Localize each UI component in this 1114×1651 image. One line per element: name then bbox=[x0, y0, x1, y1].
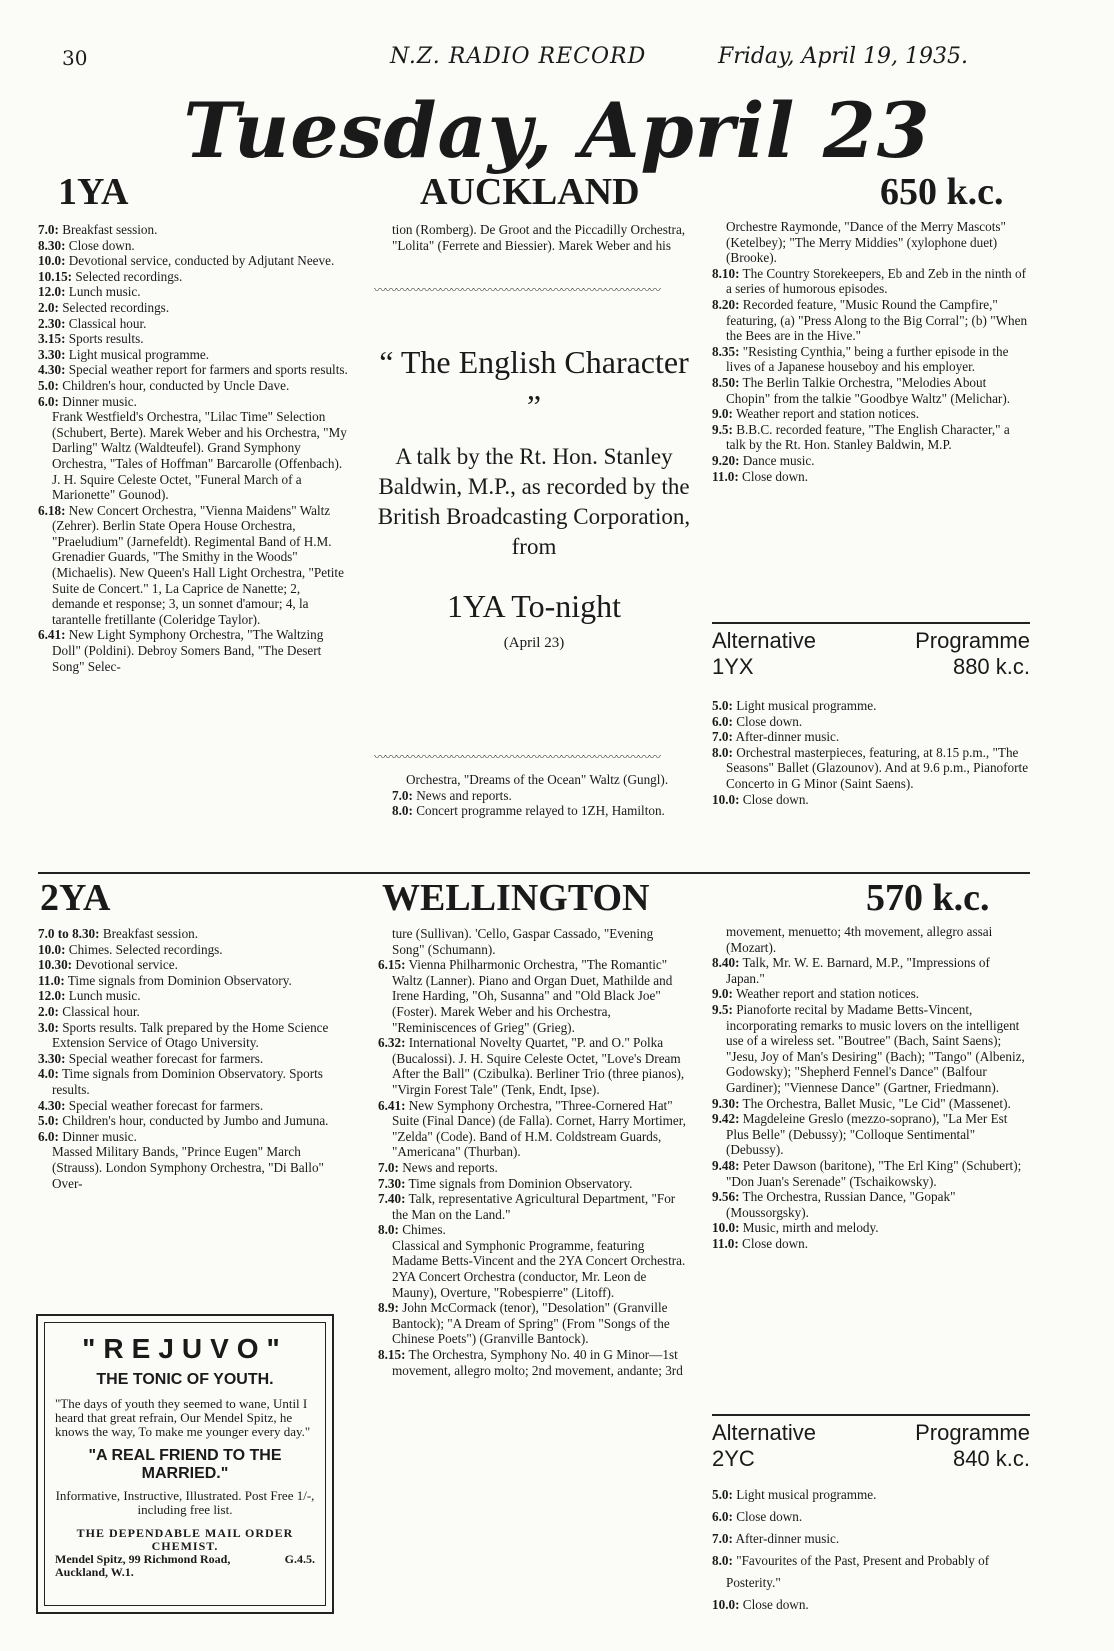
schedule-text: After-dinner music. bbox=[732, 729, 840, 745]
ad-address: Mendel Spitz, 99 Richmond Road, Auckland, W.1. bbox=[55, 1552, 231, 1579]
schedule-text: Chimes. Selected recordings. bbox=[65, 941, 223, 957]
schedule-item bbox=[712, 792, 1030, 808]
schedule-text: Weather report and station notices. bbox=[732, 406, 920, 422]
auckland-column-1 bbox=[38, 222, 351, 674]
schedule-item bbox=[712, 1158, 1030, 1189]
schedule-time: 4.30: bbox=[38, 1097, 66, 1113]
schedule-item bbox=[378, 957, 688, 1035]
schedule-item bbox=[712, 422, 1030, 453]
schedule-item bbox=[712, 1550, 1030, 1594]
schedule-time: 5.0: bbox=[38, 377, 59, 393]
schedule-text: ture (Sullivan). 'Cello, Gaspar Cassado, "Evening Song" (Schumann). bbox=[392, 926, 654, 957]
schedule-time: 9.42: bbox=[712, 1111, 740, 1127]
schedule-time: 4.0: bbox=[38, 1066, 59, 1082]
day-title: Tuesday, April 23 bbox=[183, 86, 931, 175]
auckland-call-sign: 1YA bbox=[58, 171, 129, 213]
schedule-text: Light musical programme. bbox=[65, 346, 210, 362]
schedule-text: Dinner music. bbox=[58, 1128, 137, 1144]
feature-station: 1YA To-night bbox=[446, 588, 622, 624]
ad-subtitle: THE TONIC OF YOUTH. bbox=[96, 1371, 274, 1388]
ad-info: Informative, Instructive, Illustrated. Post Free 1/-, including free list. bbox=[55, 1488, 315, 1517]
schedule-text: Classical hour. bbox=[65, 315, 147, 331]
alt-frequency: 840 k.c. bbox=[952, 1446, 1030, 1471]
schedule-item bbox=[38, 973, 351, 989]
issue-date: Friday, April 19, 1935. bbox=[718, 44, 969, 69]
auckland-frequency: 650 k.c. bbox=[880, 171, 1004, 213]
schedule-time: 12.0: bbox=[38, 284, 66, 300]
schedule-item bbox=[38, 347, 351, 363]
schedule-item bbox=[38, 1113, 351, 1129]
schedule-item bbox=[38, 1066, 351, 1097]
schedule-item bbox=[38, 988, 351, 1004]
schedule-item bbox=[712, 1189, 1030, 1220]
schedule-time: 9.5: bbox=[712, 1001, 733, 1017]
schedule-item bbox=[712, 924, 1030, 955]
ad-verse: "The days of youth they seemed to wane, Until I heard that great refrain, Our Mendel Spitz, he knows the way, To make me younger every day." bbox=[55, 1396, 311, 1439]
schedule-text: Magdeleine Greslo (mezzo-soprano), "La Mer Est Plus Belle" (Debussy); "Colloque Sentimental" (Debussy). bbox=[726, 1111, 1008, 1158]
ad-title: "REJUVO" bbox=[82, 1333, 288, 1364]
schedule-time: 7.0: bbox=[378, 1159, 399, 1175]
schedule-text: Classical and Symphonic Programme, featuring Madame Betts-Vincent and the 2YA Concert Orchestra. bbox=[392, 1237, 686, 1269]
schedule-time: 7.0: bbox=[712, 729, 733, 745]
schedule-item bbox=[38, 957, 351, 973]
schedule-text: Children's hour, conducted by Uncle Dave. bbox=[58, 377, 290, 393]
schedule-item bbox=[378, 1035, 688, 1097]
schedule-item bbox=[712, 469, 1030, 485]
schedule-item bbox=[38, 926, 351, 942]
schedule-text: B.B.C. recorded feature, "The English Character," a talk by the Rt. Hon. Stanley Baldwin, M.P. bbox=[726, 421, 1010, 453]
schedule-text: Sports results. bbox=[65, 331, 144, 347]
schedule-item bbox=[378, 1222, 688, 1238]
alt-call-sign: 1YX bbox=[712, 654, 754, 679]
schedule-text: Breakfast session. bbox=[58, 222, 158, 237]
schedule-item bbox=[38, 627, 351, 674]
wellington-column-1 bbox=[38, 926, 351, 1191]
schedule-item bbox=[712, 1594, 1030, 1616]
schedule-text: The Orchestra, Ballet Music, "Le Cid" (Massenet). bbox=[739, 1095, 1011, 1111]
schedule-time: 2.0: bbox=[38, 1003, 59, 1019]
wellington-alt-list bbox=[712, 1484, 1030, 1616]
schedule-text: Close down. bbox=[738, 1235, 808, 1251]
schedule-time: 9.20: bbox=[712, 452, 740, 468]
schedule-text: Light musical programme. bbox=[732, 1487, 877, 1502]
schedule-text: Sports results. Talk prepared by the Home Science Extension Service of Otago University. bbox=[52, 1019, 329, 1051]
schedule-text: "Favourites of the Past, Present and Probably of Posterity." bbox=[726, 1553, 990, 1590]
schedule-item bbox=[712, 375, 1030, 406]
schedule-text: Dance music. bbox=[739, 452, 815, 468]
schedule-item bbox=[392, 772, 690, 788]
alt-programme-label: Programme bbox=[915, 1420, 1030, 1445]
schedule-text: Massed Military Bands, "Prince Eugen" March (Strauss). London Symphony Orchestra, "Di Ballo" Over- bbox=[52, 1144, 324, 1191]
schedule-item bbox=[712, 1002, 1030, 1096]
schedule-item bbox=[378, 1176, 688, 1192]
schedule-time: 12.0: bbox=[38, 988, 66, 1004]
schedule-time: 9.48: bbox=[712, 1157, 740, 1173]
schedule-time: 11.0: bbox=[712, 468, 739, 484]
schedule-time: 10.15: bbox=[38, 268, 73, 284]
schedule-text: Lunch music. bbox=[65, 284, 141, 300]
schedule-text: Special weather forecast for farmers. bbox=[65, 1050, 264, 1066]
schedule-time: 8.50: bbox=[712, 374, 740, 390]
schedule-time: 5.0: bbox=[38, 1113, 59, 1129]
schedule-text: New Concert Orchestra, "Vienna Maidens" Waltz (Zehrer). Berlin State Opera House Orchestra, "Praeludium" (Jarnefeldt). Regimental Band of H.M. Grenadier Guards, "The Smithy in the Woods" (Michaelis). New Queen's Hall Light Orchestra, "Petite Suite de Concert." 1, La Caprice de Nanette; 2, demande et response; 3, un sonnet d'amour; 4, la tarantelle fretillante (Coleridge Taylor). bbox=[52, 502, 344, 627]
schedule-item bbox=[38, 1129, 351, 1145]
wellington-column-2 bbox=[378, 926, 688, 1378]
schedule-item bbox=[712, 219, 1030, 266]
schedule-text: New Symphony Orchestra, "Three-Cornered Hat" Suite (Final Dance) (de Falla). Cornet, Harry Mortimer, "Zelda" (Code). Band of H.M. Coldstream Guards, "Americana" (Thurban). bbox=[392, 1097, 686, 1160]
schedule-time: 8.0: bbox=[378, 1222, 399, 1238]
schedule-text: "Resisting Cynthia," being a further episode in the lives of a Japanese houseboy and his employer. bbox=[726, 343, 1009, 375]
auckland-alt-list bbox=[712, 698, 1030, 807]
schedule-time: 9.0: bbox=[712, 986, 733, 1002]
schedule-text: Special weather forecast for farmers. bbox=[65, 1097, 264, 1113]
schedule-time: 10.0: bbox=[38, 253, 66, 269]
schedule-text: Close down. bbox=[739, 1597, 809, 1612]
schedule-text: Vienna Philharmonic Orchestra, "The Romantic" Waltz (Lanner). Piano and Organ Duet, Mathilde and Irene Harding, "Oh, Susanna" and "Old Black Joe" (Foster). Marek Weber and his Orchestra, "Reminiscences of Grieg" (Grieg). bbox=[392, 957, 673, 1035]
schedule-text: After-dinner music. bbox=[732, 1531, 840, 1546]
schedule-text: International Novelty Quartet, "P. and O." Polka (Bucalossi). J. H. Squire Celeste Octet, "Love's Dream After the Ball" (Czibulka). Berliner Trio (three pianos), "Virgin Forest Tale" (Tenk, Endt, Ipse). bbox=[392, 1035, 685, 1097]
schedule-text: Close down. bbox=[65, 237, 135, 253]
schedule-text: Devotional service. bbox=[72, 957, 178, 973]
schedule-item bbox=[38, 409, 351, 503]
schedule-time: 8.20: bbox=[712, 296, 740, 312]
schedule-time: 2.30: bbox=[38, 315, 66, 331]
alt-label: Alternative bbox=[712, 628, 816, 653]
schedule-item bbox=[38, 238, 351, 254]
schedule-time: 9.5: bbox=[712, 421, 733, 437]
schedule-item bbox=[712, 297, 1030, 344]
schedule-item bbox=[392, 788, 690, 804]
feature-box bbox=[376, 340, 692, 652]
schedule-time: 6.0: bbox=[38, 1128, 59, 1144]
schedule-text: The Orchestra, Russian Dance, "Gopak" (Moussorgsky). bbox=[726, 1189, 956, 1220]
schedule-text: Orchestral masterpieces, featuring, at 8.15 p.m., "The Seasons" Ballet (Glazounov). And at 9.6 p.m., Pianoforte Concerto in G Minor (Saint Saens). bbox=[726, 744, 1029, 791]
schedule-text: The Berlin Talkie Orchestra, "Melodies About Chopin" from the talkie "Goodbye Waltz" (Melichar). bbox=[726, 374, 1011, 406]
schedule-time: 5.0: bbox=[712, 1487, 733, 1502]
schedule-item bbox=[38, 253, 351, 269]
schedule-text: movement, menuetto; 4th movement, allegro assai (Mozart). bbox=[726, 924, 993, 955]
schedule-text: News and reports. bbox=[412, 787, 512, 803]
ad-slogan: "A REAL FRIEND TO THE MARRIED." bbox=[88, 1447, 282, 1482]
schedule-item bbox=[712, 1236, 1030, 1252]
schedule-time: 6.41: bbox=[378, 1097, 406, 1113]
schedule-time: 8.0: bbox=[712, 1553, 733, 1568]
schedule-time: 9.56: bbox=[712, 1189, 740, 1205]
schedule-item bbox=[38, 331, 351, 347]
schedule-text: 2YA Concert Orchestra (conductor, Mr. Leon de Mauny), Overture, "Robespierre" (Litoff). bbox=[392, 1269, 647, 1300]
schedule-time: 6.32: bbox=[378, 1035, 406, 1051]
schedule-text: Close down. bbox=[739, 791, 809, 807]
schedule-time: 3.0: bbox=[38, 1019, 59, 1035]
schedule-time: 6.0: bbox=[38, 393, 59, 409]
alt-label: Alternative bbox=[712, 1420, 816, 1445]
schedule-item bbox=[378, 1098, 688, 1160]
schedule-text: Recorded feature, "Music Round the Campfire," featuring, (a) "Press Along to the Big Corral"; (b) "When the Bees are in the Hive." bbox=[726, 296, 1028, 344]
schedule-time: 8.0: bbox=[712, 744, 733, 760]
alt-programme-label: Programme bbox=[915, 628, 1030, 653]
schedule-text: tion (Romberg). De Groot and the Piccadilly Orchestra, "Lolita" (Ferrete and Biessier). Marek Weber and his bbox=[392, 222, 686, 253]
schedule-time: 3.30: bbox=[38, 346, 66, 362]
schedule-text: Children's hour, conducted by Jumbo and Jumuna. bbox=[58, 1113, 329, 1129]
schedule-item bbox=[712, 745, 1030, 792]
auckland-column-2-bottom bbox=[392, 772, 690, 819]
schedule-item bbox=[38, 503, 351, 628]
schedule-item bbox=[38, 1051, 351, 1067]
schedule-text: Weather report and station notices. bbox=[732, 986, 920, 1002]
schedule-item bbox=[38, 378, 351, 394]
schedule-text: Frank Westfield's Orchestra, "Lilac Time" Selection (Schubert, Berte). Marek Weber and his Orchestra, "My Darling" Waltz (Waldteufel). Grand Symphony Orchestra, "Tales of Hoffman" Barcarolle (Offenbach). J. H. Squire Celeste Octet, "Funeral March of a Marionette" Gounod). bbox=[52, 409, 347, 503]
feature-body: A talk by the Rt. Hon. Stanley Baldwin, M.P., as recorded by the British Broadcasting Corporation, from bbox=[377, 444, 691, 559]
schedule-time: 7.40: bbox=[378, 1191, 406, 1207]
schedule-text: Close down. bbox=[738, 468, 808, 484]
schedule-item bbox=[378, 1269, 688, 1300]
wellington-frequency: 570 k.c. bbox=[866, 877, 990, 919]
schedule-item bbox=[38, 316, 351, 332]
schedule-text: Talk, Mr. W. E. Barnard, M.P., "Impressions of Japan." bbox=[726, 955, 990, 986]
schedule-item bbox=[38, 1020, 351, 1051]
feature-title: “ The English Character ” bbox=[379, 344, 689, 424]
schedule-item bbox=[712, 955, 1030, 986]
schedule-item bbox=[38, 942, 351, 958]
auckland-column-2-top bbox=[392, 222, 690, 253]
schedule-text: Orchestre Raymonde, "Dance of the Merry Mascots" (Ketelbey); "The Merry Middies" (xylophone duet) (Brooke). bbox=[726, 219, 1006, 266]
schedule-item bbox=[712, 453, 1030, 469]
schedule-item bbox=[378, 926, 688, 957]
ad-code: G.4.5. bbox=[284, 1552, 315, 1566]
schedule-time: 2.0: bbox=[38, 299, 59, 315]
page-number: 30 bbox=[62, 46, 88, 70]
schedule-text: Time signals from Dominion Observatory. bbox=[405, 1175, 633, 1191]
schedule-time: 3.15: bbox=[38, 331, 66, 347]
schedule-text: The Country Storekeepers, Eb and Zeb in the ninth of a series of humorous episodes. bbox=[726, 265, 1027, 297]
ad-chemist: THE DEPENDABLE MAIL ORDER CHEMIST. bbox=[76, 1526, 294, 1553]
schedule-text: Dinner music. bbox=[58, 393, 137, 409]
wellington-call-sign: 2YA bbox=[40, 877, 111, 919]
schedule-item bbox=[712, 1484, 1030, 1506]
schedule-item bbox=[712, 344, 1030, 375]
schedule-time: 8.9: bbox=[378, 1300, 399, 1316]
section-divider bbox=[38, 872, 1030, 874]
schedule-time: 7.0: bbox=[712, 1531, 733, 1546]
schedule-time: 7.30: bbox=[378, 1175, 406, 1191]
schedule-text: Lunch music. bbox=[65, 988, 141, 1004]
schedule-item bbox=[712, 406, 1030, 422]
schedule-time: 11.0: bbox=[38, 972, 65, 988]
schedule-time: 10.0: bbox=[38, 941, 66, 957]
schedule-item bbox=[378, 1160, 688, 1176]
rejuvo-advertisement bbox=[36, 1314, 334, 1614]
schedule-text: News and reports. bbox=[398, 1159, 498, 1175]
schedule-time: 6.41: bbox=[38, 627, 66, 643]
schedule-item bbox=[38, 1004, 351, 1020]
schedule-item bbox=[712, 698, 1030, 714]
schedule-text: Peter Dawson (baritone), "The Erl King" (Schubert); "Don Juan's Serenade" (Tschaikowsky). bbox=[726, 1157, 1022, 1189]
schedule-item bbox=[38, 1144, 351, 1191]
schedule-time: 5.0: bbox=[712, 698, 733, 713]
schedule-text: Chimes. bbox=[398, 1222, 446, 1238]
schedule-item bbox=[712, 1111, 1030, 1158]
schedule-time: 6.0: bbox=[712, 713, 733, 729]
schedule-time: 6.15: bbox=[378, 957, 406, 973]
wellington-column-3 bbox=[712, 924, 1030, 1251]
wavy-divider-top: 〰〰〰〰〰〰〰〰〰〰〰〰〰〰〰〰〰〰〰〰〰〰〰〰〰〰 bbox=[374, 285, 661, 295]
schedule-text: The Orchestra, Symphony No. 40 in G Minor—1st movement, allegro molto; 2nd movement, andante; 3rd bbox=[392, 1347, 683, 1378]
schedule-item bbox=[378, 1300, 688, 1347]
schedule-item bbox=[38, 362, 351, 378]
alt-frequency: 880 k.c. bbox=[952, 654, 1030, 679]
schedule-time: 8.35: bbox=[712, 343, 740, 359]
schedule-item bbox=[712, 266, 1030, 297]
alt-call-sign: 2YC bbox=[712, 1446, 755, 1471]
wellington-city: WELLINGTON bbox=[382, 877, 650, 919]
schedule-text: Special weather report for farmers and sports results. bbox=[65, 362, 348, 378]
schedule-item bbox=[712, 1506, 1030, 1528]
schedule-time: 8.15: bbox=[378, 1347, 406, 1363]
schedule-item bbox=[712, 714, 1030, 730]
schedule-time: 11.0: bbox=[712, 1235, 739, 1251]
schedule-item bbox=[712, 729, 1030, 745]
schedule-text: Close down. bbox=[732, 1509, 803, 1524]
schedule-item bbox=[38, 1098, 351, 1114]
schedule-item bbox=[38, 269, 351, 285]
schedule-time: 6.18: bbox=[38, 502, 66, 518]
schedule-text: Selected recordings. bbox=[72, 268, 183, 284]
schedule-text: Breakfast session. bbox=[99, 926, 199, 941]
schedule-item bbox=[378, 1191, 688, 1222]
schedule-time: 9.0: bbox=[712, 406, 733, 422]
schedule-item bbox=[378, 1347, 688, 1378]
schedule-time: 3.30: bbox=[38, 1050, 66, 1066]
feature-date: (April 23) bbox=[503, 635, 565, 651]
schedule-item bbox=[712, 986, 1030, 1002]
schedule-time: 4.30: bbox=[38, 362, 66, 378]
auckland-city: AUCKLAND bbox=[420, 171, 640, 213]
schedule-text: John McCormack (tenor), "Desolation" (Granville Bantock); "A Dream of Spring" (From "Songs of the Chinese Poets") (Granville Bantock). bbox=[392, 1300, 670, 1347]
schedule-item bbox=[38, 394, 351, 410]
schedule-time: 10.0: bbox=[712, 1597, 740, 1612]
schedule-time: 8.0: bbox=[392, 803, 413, 819]
schedule-text: Talk, representative Agricultural Department, "For the Man on the Land." bbox=[392, 1191, 676, 1222]
schedule-time: 10.0: bbox=[712, 791, 740, 807]
schedule-time: 10.30: bbox=[38, 957, 73, 973]
auckland-column-3 bbox=[712, 219, 1030, 484]
schedule-time: 8.30: bbox=[38, 237, 66, 253]
schedule-text: Devotional service, conducted by Adjutant Neeve. bbox=[65, 253, 335, 269]
auckland-alternative-programme bbox=[712, 622, 1030, 807]
schedule-item bbox=[378, 1238, 688, 1269]
schedule-text: Time signals from Dominion Observatory. bbox=[64, 972, 292, 988]
schedule-item bbox=[712, 1528, 1030, 1550]
schedule-time: 6.0: bbox=[712, 1509, 733, 1524]
schedule-time: 8.10: bbox=[712, 265, 740, 281]
schedule-time: 7.0 to 8.30: bbox=[38, 926, 100, 941]
wellington-alternative-programme bbox=[712, 1414, 1030, 1616]
schedule-text: New Light Symphony Orchestra, "The Waltzing Doll" (Poldini). Debroy Somers Band, "The Desert Song" Selec- bbox=[52, 627, 324, 674]
schedule-time: 8.40: bbox=[712, 955, 740, 971]
wavy-divider-bottom: 〰〰〰〰〰〰〰〰〰〰〰〰〰〰〰〰〰〰〰〰〰〰〰〰〰〰 bbox=[374, 752, 661, 762]
schedule-time: 9.30: bbox=[712, 1095, 740, 1111]
schedule-item bbox=[38, 222, 351, 238]
schedule-time: 10.0: bbox=[712, 1220, 740, 1236]
schedule-item bbox=[38, 284, 351, 300]
schedule-text: Selected recordings. bbox=[58, 299, 170, 315]
schedule-item bbox=[712, 1220, 1030, 1236]
schedule-text: Classical hour. bbox=[58, 1003, 140, 1019]
schedule-text: Orchestra, "Dreams of the Ocean" Waltz (Gungl). bbox=[406, 772, 669, 787]
publication-title: N.Z. RADIO RECORD bbox=[390, 44, 647, 69]
schedule-time: 7.0: bbox=[392, 787, 413, 803]
schedule-text: Concert programme relayed to 1ZH, Hamilton. bbox=[412, 803, 665, 819]
schedule-item bbox=[392, 803, 690, 819]
schedule-time: 7.0: bbox=[38, 222, 59, 237]
schedule-text: Close down. bbox=[732, 713, 803, 729]
schedule-text: Music, mirth and melody. bbox=[739, 1220, 879, 1236]
schedule-text: Pianoforte recital by Madame Betts-Vincent, incorporating remarks to music lovers on the intelligent use of a wireless set. "Boutree" (Bach, Saint Saens); "Jesu, Joy of Man's Desiring" (Bach); "Tango" (Albeniz, Godowsky); "Shepherd Fennel's Dance" (Balfour Gardiner); "Viennese Dance" (Gartner, Friedmann). bbox=[726, 1001, 1025, 1095]
schedule-text: Light musical programme. bbox=[732, 698, 877, 713]
schedule-text: Time signals from Dominion Observatory. Sports results. bbox=[52, 1066, 323, 1097]
schedule-item bbox=[38, 300, 351, 316]
schedule-item bbox=[712, 1096, 1030, 1112]
